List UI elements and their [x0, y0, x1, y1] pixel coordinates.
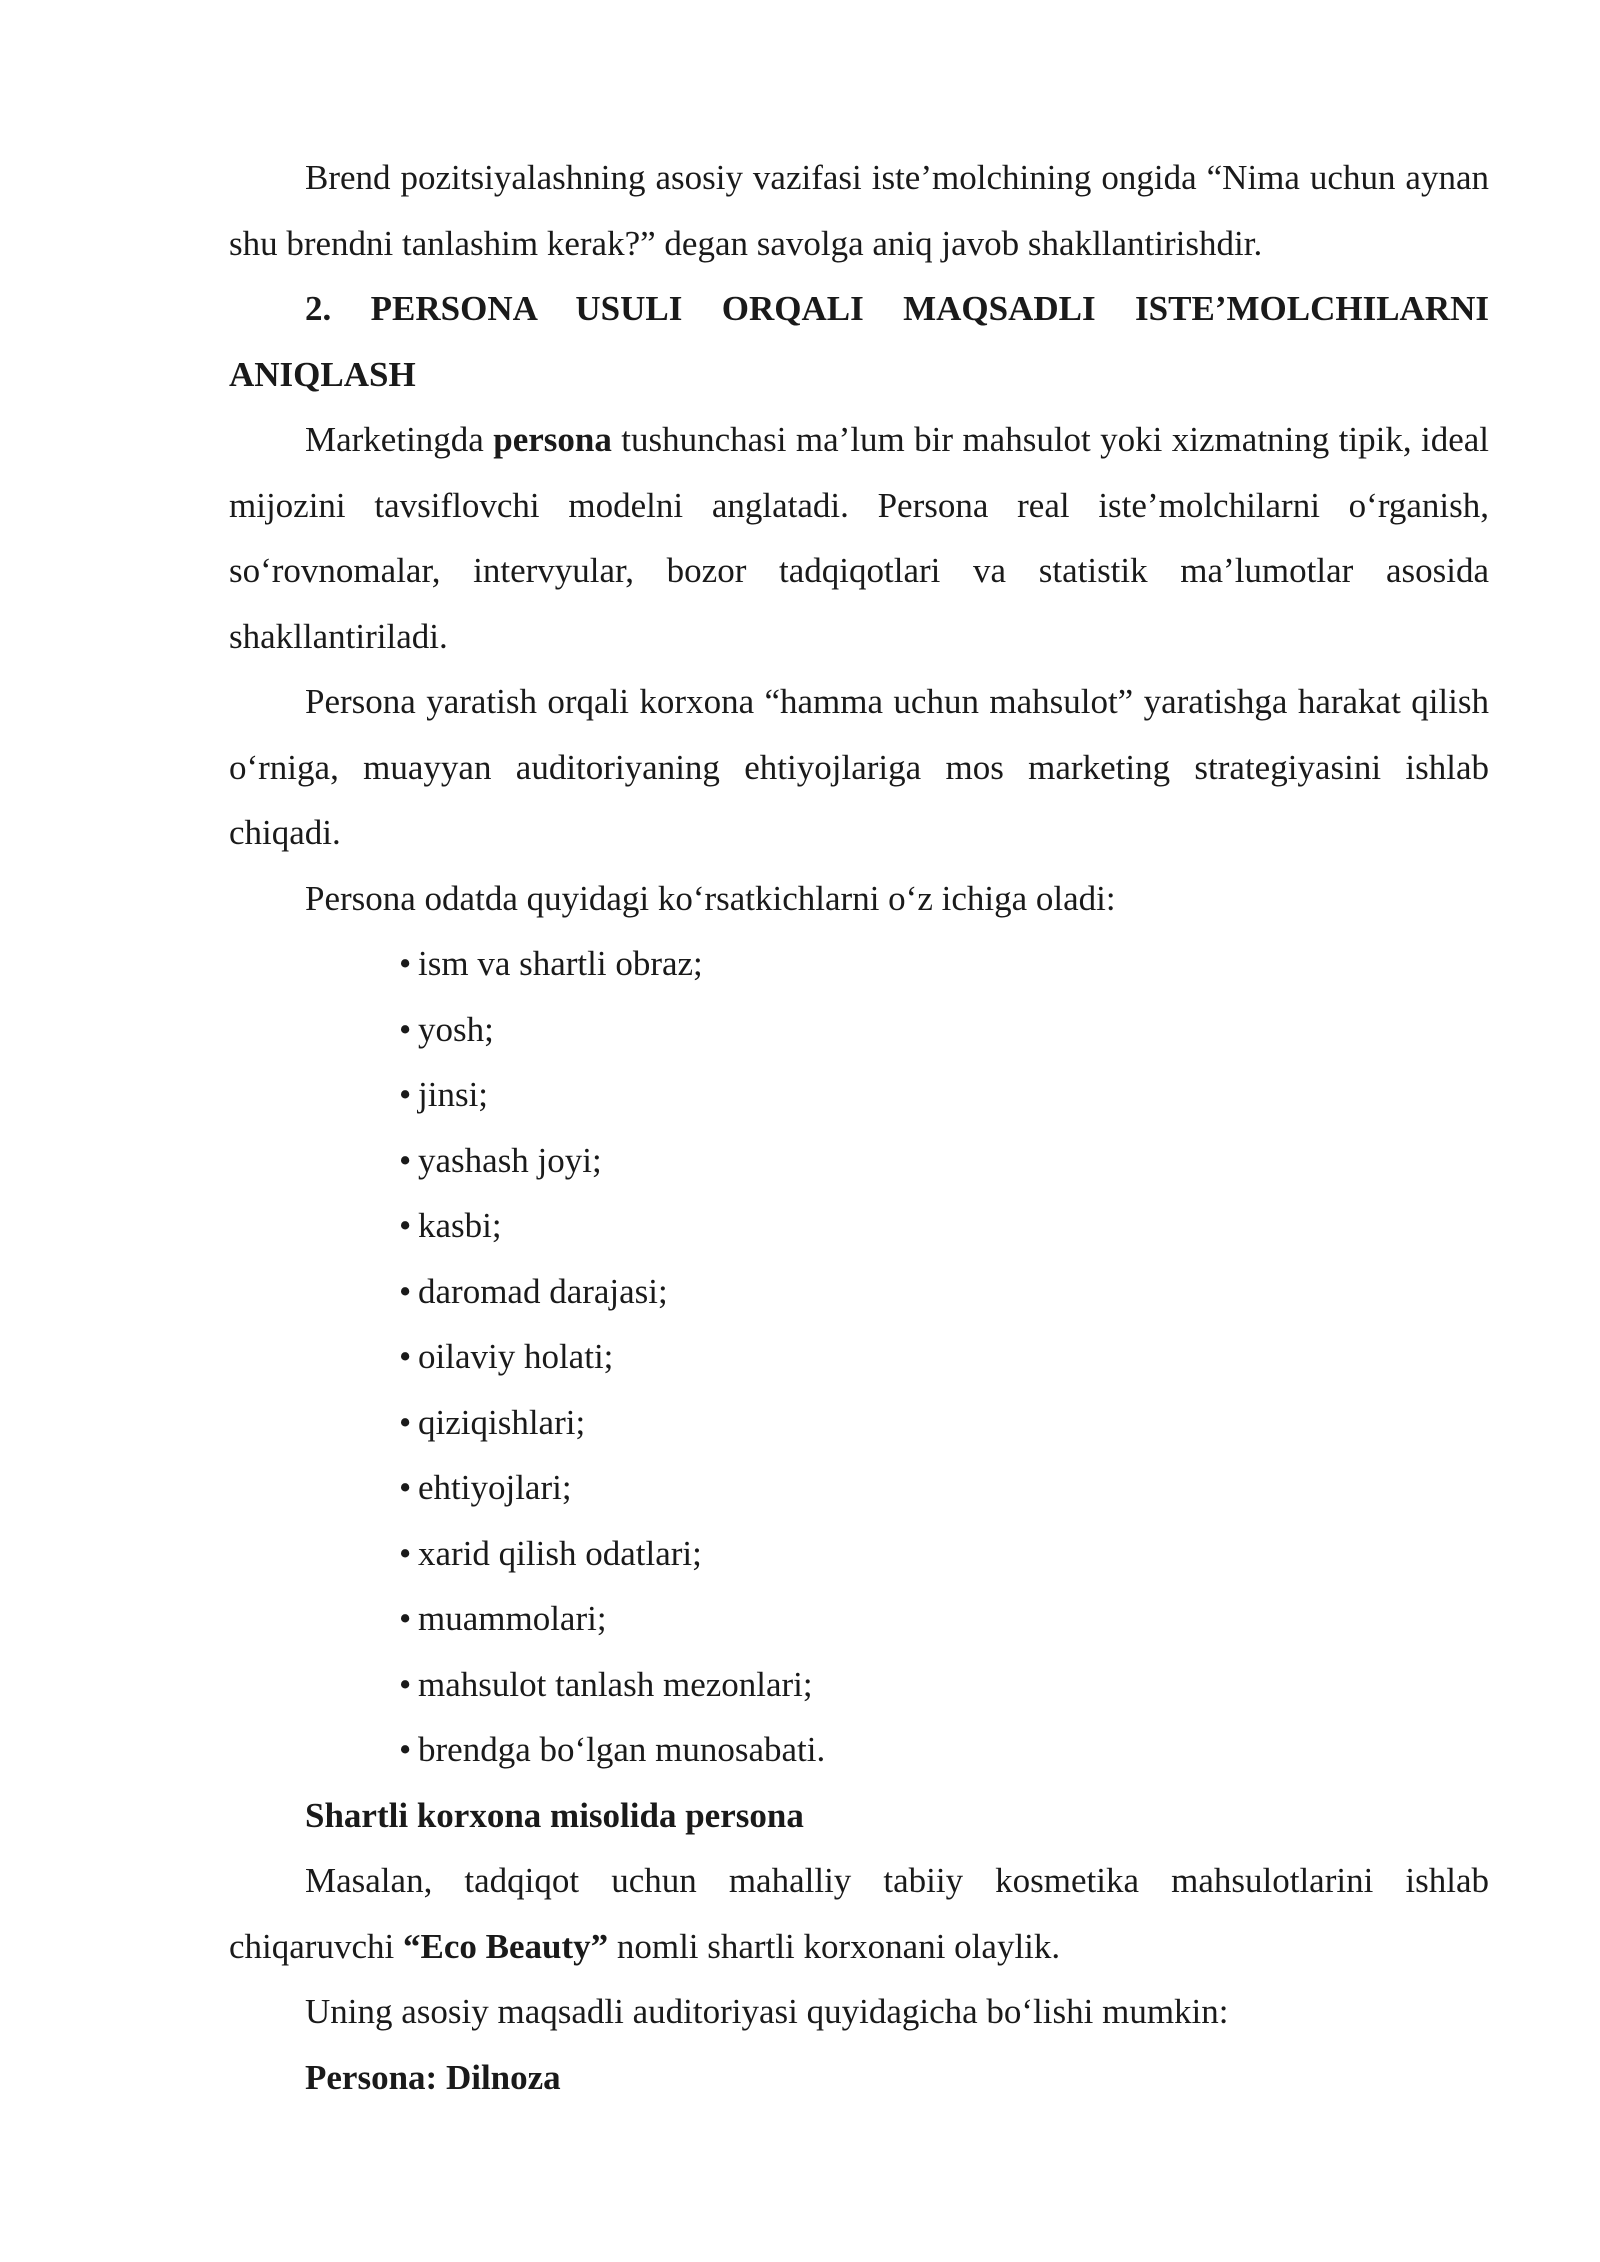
paragraph-example-company [229, 1848, 1489, 1979]
bold-term-persona: persona [493, 420, 612, 459]
paragraph-audience-intro: Uning asosiy maqsadli auditoriyasi quyidagicha bo‘lishi mumkin: [305, 1992, 1229, 2031]
document-page [229, 145, 1489, 2110]
list-item [399, 1193, 1489, 1259]
list-item [399, 1062, 1489, 1128]
list-item [399, 1586, 1489, 1652]
bullet-icon: • [399, 1337, 412, 1376]
text-run: tushunchasi ma’lum bir mahsulot yoki xizmatning tipik, ideal mijozini tavsiflovchi modelni anglatadi. Persona real iste’molchilarni o‘rganish, so‘rovnomalar, intervyular, bozor tadqiqotlari va statistik ma’lumotlar asosida shakllantiriladi. [229, 420, 1489, 656]
text-run: Masalan, tadqiqot uchun mahalliy tabiiy kosmetika mahsulotlarini ishlab chiqaruvchi [229, 1861, 1489, 1966]
bullet-icon: • [399, 1075, 412, 1114]
bullet-icon: • [399, 1271, 412, 1311]
bullet-icon: • [399, 1402, 412, 1442]
list-item [399, 1455, 1489, 1521]
bullet-icon: • [399, 944, 412, 983]
list-item-text: oilaviy holati; [418, 1337, 614, 1376]
list-item-text: xarid qilish odatlari; [418, 1533, 702, 1573]
list-item-text: daromad darajasi; [418, 1271, 668, 1311]
text-run: nomli shartli korxonani olaylik. [608, 1926, 1061, 1966]
list-item [399, 1324, 1489, 1390]
subheading [229, 1783, 1489, 1849]
bullet-icon: • [399, 1140, 412, 1180]
list-item-text: yashash joyi; [418, 1140, 602, 1180]
bullet-icon: • [399, 1009, 412, 1049]
paragraph-list-intro: Persona odatda quyidagi ko‘rsatkichlarni o‘z ichiga oladi: [305, 878, 1116, 918]
list-item-text: ehtiyojlari; [418, 1468, 572, 1507]
list-item [399, 1390, 1489, 1456]
paragraph-persona-purpose: Persona yaratish orqali korxona “hamma uchun mahsulot” yaratishga harakat qilish o‘rniga, muayyan auditoriyaning ehtiyojlariga mos marketing strategiyasini ishlab chiqadi. [229, 682, 1489, 852]
list-item-text: jinsi; [418, 1075, 489, 1114]
list-item [399, 1521, 1489, 1587]
bullet-icon: • [399, 1206, 412, 1245]
list-item [399, 997, 1489, 1063]
paragraph-brand-positioning: Brend pozitsiyalashning asosiy vazifasi iste’molchining ongida “Nima uchun aynan shu brendni tanlashim kerak?” degan savolga aniq javob shakllantirishdir. [229, 158, 1489, 263]
list-item [399, 931, 1489, 997]
subheading-text: Shartli korxona misolida persona [305, 1795, 804, 1835]
persona-label [229, 2045, 1489, 2111]
list-item-text: brendga bo‘lgan munosabati. [418, 1730, 826, 1769]
list-item-text: qiziqishlari; [418, 1402, 586, 1442]
bold-company-name: “Eco Beauty” [402, 1926, 609, 1966]
text-run: Marketingda [305, 420, 494, 459]
list-item-text: yosh; [418, 1009, 494, 1049]
bullet-icon: • [399, 1730, 412, 1769]
bullet-icon: • [399, 1664, 412, 1704]
list-item [399, 1128, 1489, 1194]
bullet-icon: • [399, 1468, 412, 1507]
list-item [399, 1652, 1489, 1718]
bullet-icon: • [399, 1533, 412, 1573]
indicator-list [229, 931, 1489, 1783]
paragraph-persona-definition [229, 407, 1489, 669]
list-item-text: muammolari; [418, 1599, 607, 1638]
bullet-icon: • [399, 1599, 412, 1638]
persona-label-text: Persona: Dilnoza [305, 2057, 561, 2097]
list-item [399, 1259, 1489, 1325]
list-item-text: mahsulot tanlash mezonlari; [418, 1664, 813, 1704]
section-heading: 2. PERSONA USULI ORQALI MAQSADLI ISTE’MOLCHILARNI ANIQLASH [229, 289, 1489, 394]
list-item-text: kasbi; [418, 1206, 502, 1245]
list-item-text: ism va shartli obraz; [418, 944, 703, 983]
list-item [399, 1717, 1489, 1783]
